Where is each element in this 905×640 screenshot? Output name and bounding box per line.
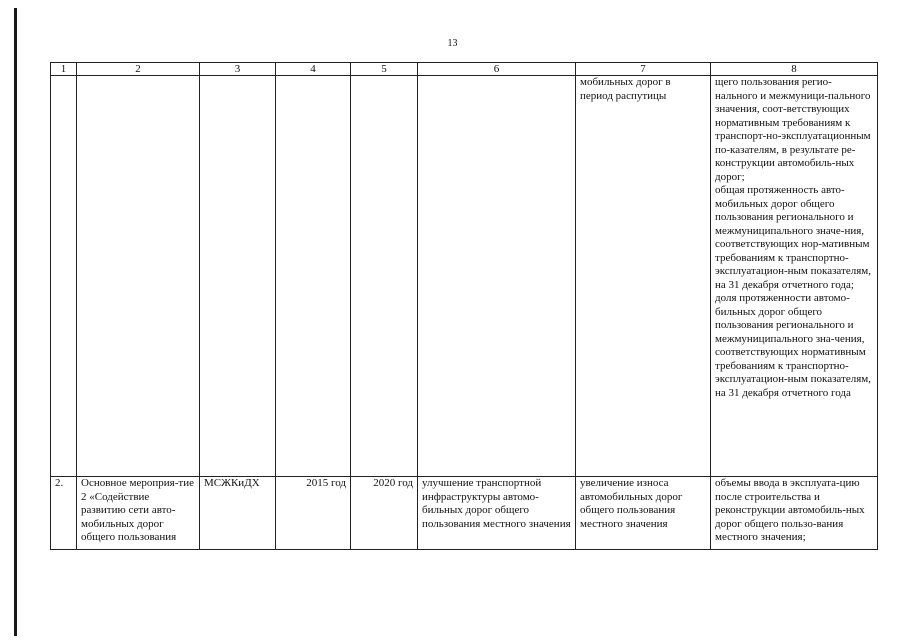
cell-row-number: 2. (51, 477, 77, 550)
program-table (50, 62, 878, 550)
col-header-2: 2 (77, 63, 200, 76)
cell-start-year: 2015 год (276, 477, 351, 550)
col-header-8: 8 (711, 63, 878, 76)
indicator-paragraph: щего пользования регио-нального и межмуници-пального значения, соот-ветствующих нормативным требованиям к транспорт-но-эксплуатационным по-казателям, в результате ре-конструкции автомобиль-ных дорог; (715, 76, 871, 183)
col-header-1: 1 (51, 63, 77, 76)
cell-empty (351, 76, 418, 477)
col-header-5: 5 (351, 63, 418, 76)
cell-indicators: объемы ввода в эксплуата-цию после строительства и реконструкции автомобиль-ных дорог общего пользо-вания местного значения; (711, 477, 878, 550)
cell-executor: МСЖКиДХ (200, 477, 276, 550)
col-header-4: 4 (276, 63, 351, 76)
col-header-3: 3 (200, 63, 276, 76)
indicator-paragraph: доля протяженности автомо-бильных дорог общего пользования регионального и межмуниципального зна-чения, соответствующих нормативным требованиям к транспортно-эксплуатацион-ным показателям, на 31 декабря отчетного года (715, 292, 871, 399)
cell-consequence: увеличение износа автомобильных дорог общего пользования местного значения (576, 477, 711, 550)
indicator-paragraph: общая протяженность авто-мобильных дорог общего пользования регионального и межмуниципального значе-ния, соответствующих нор-мативным требованиям к транспортно-эксплуатацион-ным показателям, на 31 декабря отчетного года; (715, 184, 871, 291)
cell-empty (200, 76, 276, 477)
header-row (51, 63, 878, 76)
table-row-continued (51, 76, 878, 477)
table-row-2 (51, 477, 878, 550)
cell-empty (77, 76, 200, 477)
page-edge-bar (14, 8, 17, 636)
page-number: 13 (447, 38, 458, 49)
cell-consequence-continued: мобильных дорог в период распутицы (576, 76, 711, 477)
cell-empty (51, 76, 77, 477)
col-header-6: 6 (418, 63, 576, 76)
col-header-7: 7 (576, 63, 711, 76)
cell-activity-name: Основное мероприя-тие 2 «Содействие развитию сети авто-мобильных дорог общего пользования (77, 477, 200, 550)
cell-indicators-continued (711, 76, 878, 477)
cell-end-year: 2020 год (351, 477, 418, 550)
cell-empty (276, 76, 351, 477)
cell-empty (418, 76, 576, 477)
cell-expected-result: улучшение транспортной инфраструктуры автомо-бильных дорог общего пользования местного значения (418, 477, 576, 550)
